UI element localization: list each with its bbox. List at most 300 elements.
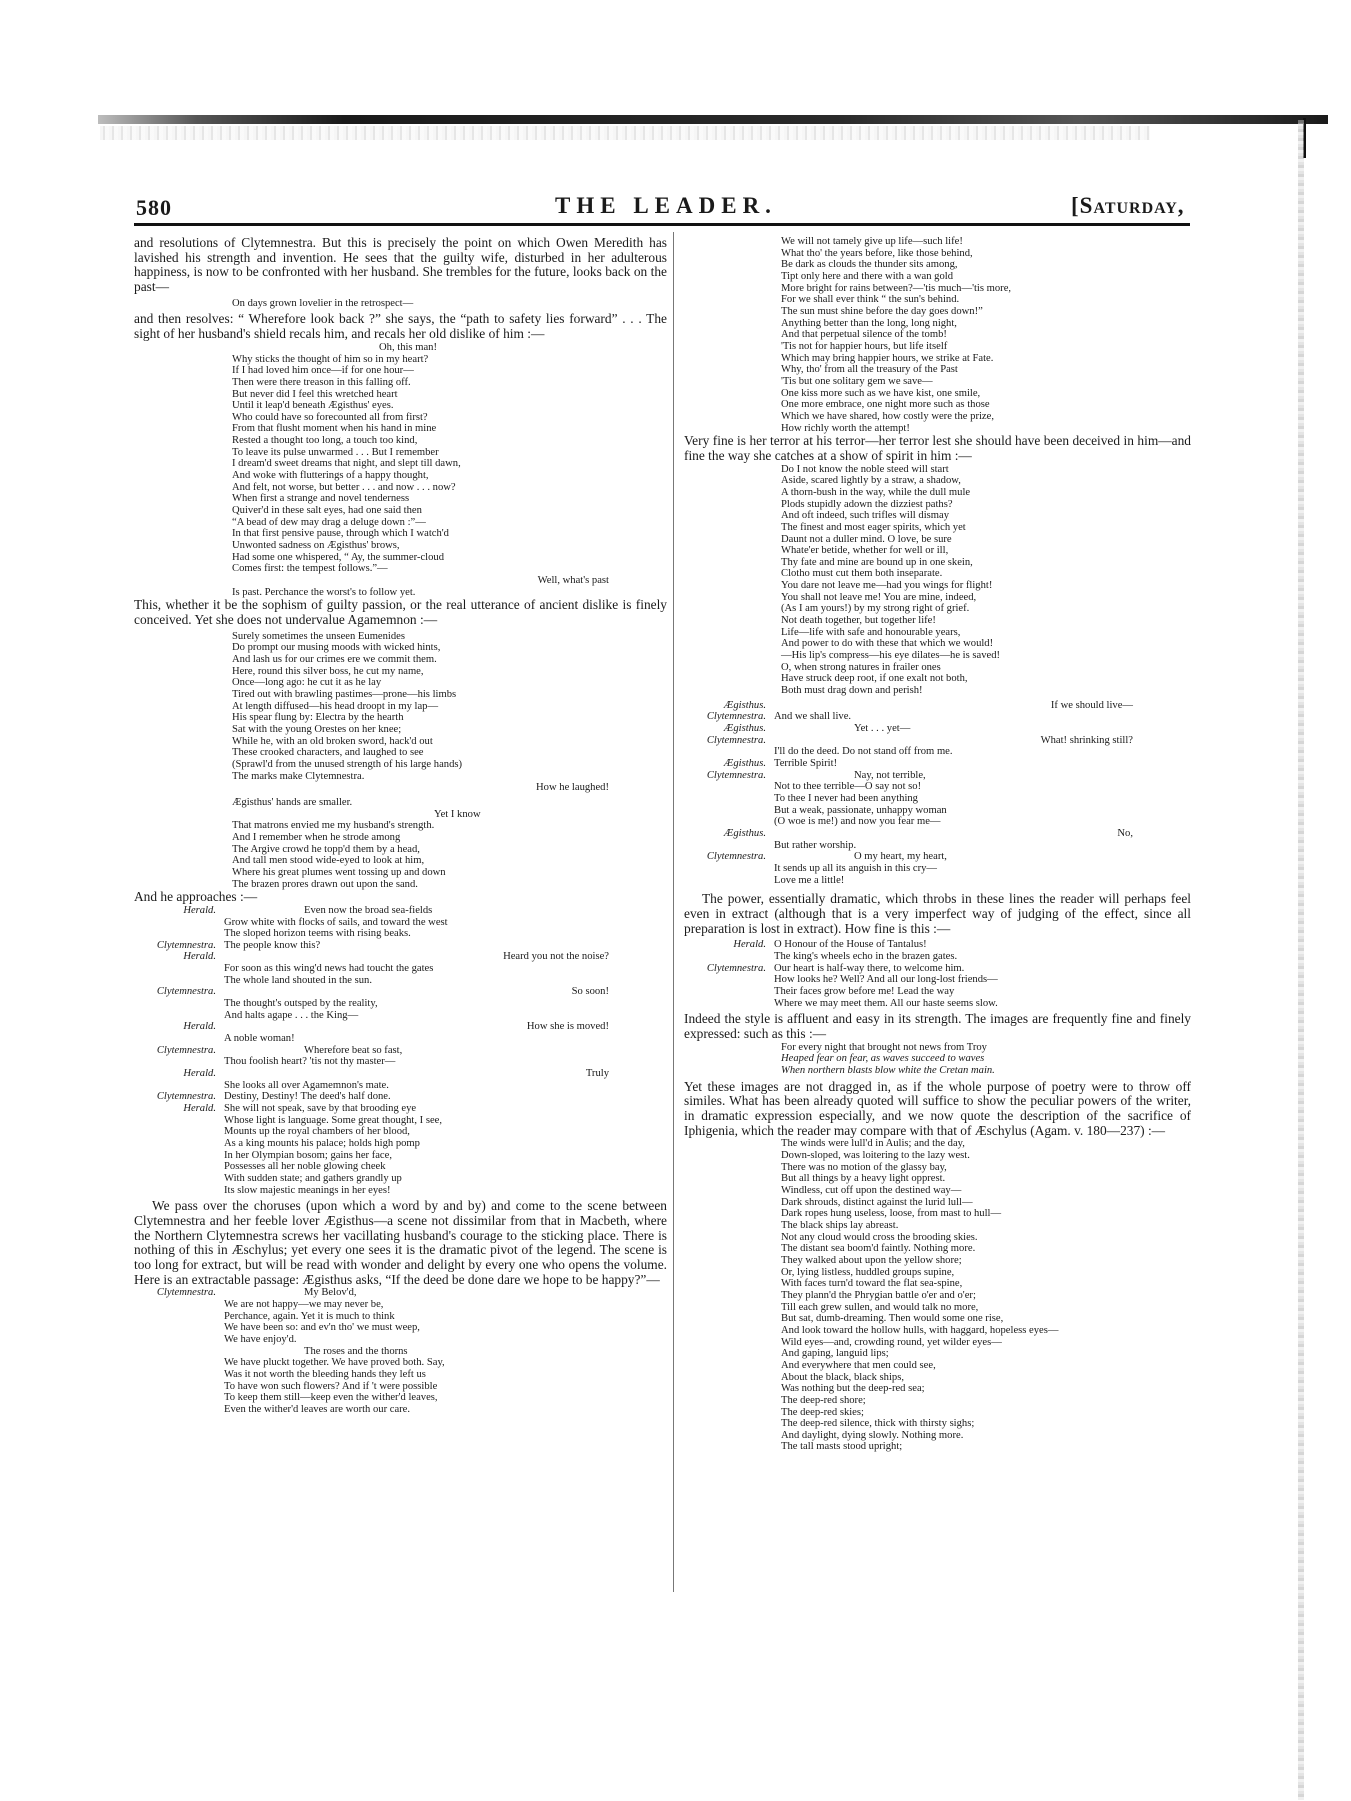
speaker-name: [134, 1404, 224, 1416]
speech-text: The whole land shouted in the sun.: [224, 974, 372, 986]
speech-text: Was it not worth the bleeding hands they left us: [224, 1369, 426, 1381]
verse-line: When first a strange and novel tenderness: [232, 493, 410, 505]
verse-line: And power to do with these that which we would!: [781, 638, 994, 650]
dialogue-line: [134, 1287, 667, 1299]
header-rule: [134, 223, 1190, 226]
speaker-name: [134, 998, 224, 1010]
speech-text: Where we may meet them. All our haste seems slow.: [774, 997, 998, 1009]
speech-text: (O woe is me!) and now you fear me—: [774, 816, 941, 828]
binding-edge: [1298, 120, 1304, 1800]
speech-text: Terrible Spirit!: [774, 757, 838, 769]
dialogue-line: [134, 1091, 667, 1103]
speech-text: Love me a little!: [774, 874, 845, 886]
speech-text: Mounts up the royal chambers of her blood,: [224, 1126, 410, 1138]
verse-line: At length diffused—his head droopt in my lap—: [232, 700, 439, 712]
speaker-name: [134, 1322, 224, 1334]
speaker-name: [134, 917, 224, 929]
verse-line: The finest and most eager spirits, which yet: [781, 521, 966, 533]
speech-text: The sloped horizon teems with rising beaks.: [224, 928, 411, 940]
left-column: [134, 236, 667, 1416]
dialogue-line: [684, 828, 1191, 840]
verse-line: Why, tho' from all the treasury of the Past: [781, 364, 958, 376]
dialogue-block: [134, 1287, 667, 1415]
verse-line: Do I not know the noble steed will start: [781, 463, 949, 475]
speech-text: Perchance, again. Yet it is much to think: [224, 1310, 395, 1322]
verse-line: About the black, black ships,: [781, 1371, 904, 1383]
verse-line: And I remember when he strode among: [232, 831, 401, 843]
speaker-name: Ægisthus.: [723, 757, 766, 769]
speaker-name: [134, 1357, 224, 1369]
speaker-name: [684, 951, 774, 963]
speech-text: The roses and the thorns: [304, 1345, 408, 1357]
verse-line: One kiss more such as we have kist, one smile,: [781, 387, 981, 399]
verse-line: What tho' the years before, like those behind,: [781, 247, 973, 259]
verse-line: (Sprawl'd from the unused strength of his large hands): [232, 758, 463, 770]
speech-text: She looks all over Agamemnon's mate.: [224, 1079, 389, 1091]
verse-line: Ægisthus' hands are smaller.: [232, 796, 353, 808]
speaker-name: [684, 816, 774, 828]
dialogue-line: [684, 840, 1191, 852]
verse-block: [134, 354, 667, 575]
speech-text: Heard you not the noise?: [503, 951, 609, 963]
paragraph: Yet these images are not dragged in, as if the whole purpose of poetry were to throw off similes. What has been already quoted will suffice to show the peculiar powers of the writer, in dramatic expression especially, and we now quote the description of the sacrifice of Iphigenia, which the reader may compare with that of Æschylus (Agam. v. 180—237) :—: [684, 1078, 1191, 1138]
speaker-name: Ægisthus.: [723, 723, 766, 734]
verse-block: [684, 464, 1191, 697]
speech-text: Thou foolish heart? 'tis not thy master—: [224, 1056, 396, 1068]
verse-line: Be dark as clouds the thunder sits among,: [781, 259, 958, 271]
paragraph: This, whether it be the sophism of guilty passion, or the real utterance of ancient dislike is finely conceived. Yet she does not undervalue Agamemnon :—: [134, 597, 667, 628]
verse-line: There was no motion of the glassy bay,: [781, 1161, 947, 1173]
dialogue-line: [134, 1021, 667, 1033]
page-number: 580: [136, 195, 172, 220]
dialogue-line: [134, 1404, 667, 1416]
dialogue-line: [684, 816, 1191, 828]
speech-text: Yet . . . yet—: [854, 723, 911, 734]
verse-line: I dream'd sweet dreams that night, and slept till dawn,: [232, 458, 461, 470]
verse-line: Quiver'd in these salt eyes, had one said then: [232, 505, 422, 517]
dialogue-line: [134, 951, 667, 963]
speech-text: What! shrinking still?: [1040, 734, 1133, 746]
speaker-name: Herald.: [183, 1021, 216, 1033]
verse-line: And oft indeed, such trifles will dismay: [781, 510, 949, 522]
speaker-name: [684, 746, 774, 758]
verse-line: Tired out with brawling pastimes—prone—his limbs: [232, 689, 457, 700]
dialogue-line: [684, 998, 1191, 1010]
verse-line: Aside, scared lightly by a straw, a shadow,: [781, 475, 961, 487]
speech-text: If we should live—: [1050, 699, 1133, 711]
verse-line: Life—life with safe and honourable years,: [781, 626, 961, 638]
dialogue-line: [134, 986, 667, 998]
date-heading: [Saturday,: [1071, 193, 1185, 218]
paragraph: And he approaches :—: [134, 889, 258, 905]
dialogue-line: [134, 1033, 667, 1045]
speech-text: We have enjoy'd.: [224, 1334, 297, 1346]
speech-text: It sends up all its anguish in this cry—: [774, 862, 938, 874]
verse-line: Down-sloped, was loitering to the lazy west.: [781, 1150, 970, 1162]
verse-line: And look toward the hollow hulls, with haggard, hopeless eyes—: [781, 1324, 1059, 1336]
verse-line: How he laughed!: [536, 782, 609, 794]
dialogue-line: [134, 1173, 667, 1185]
speaker-name: [134, 1334, 224, 1346]
verse-line: Comes first: the tempest follows.”—: [232, 563, 388, 575]
verse-line: But never did I feel this wretched heart: [232, 388, 398, 400]
dialogue-line: [134, 1126, 667, 1138]
dialogue-line: [684, 723, 1191, 735]
speech-text: And halts agape . . . the King—: [224, 1009, 359, 1021]
speech-text: And we shall live.: [774, 711, 852, 723]
verse-line: And that perpetual silence of the tomb!: [781, 329, 947, 341]
dialogue-line: [134, 1115, 667, 1127]
speech-text: Its slow majestic meanings in her eyes!: [224, 1184, 391, 1196]
verse-line: And tall men stood wide-eyed to look at him,: [232, 855, 425, 867]
verse-line: Surely sometimes the unseen Eumenides: [232, 630, 405, 642]
speech-text: To keep them still—keep even the wither'd leaves,: [224, 1392, 438, 1404]
verse-line: Why sticks the thought of him so in my heart?: [232, 353, 429, 365]
speech-text: We have been so: and ev'n tho' we must weep,: [224, 1322, 420, 1334]
dialogue-line: [684, 986, 1191, 998]
speech-text: I'll do the deed. Do not stand off from me.: [774, 746, 953, 758]
speaker-name: [134, 1346, 224, 1358]
speaker-name: Clytemnestra.: [706, 734, 766, 746]
verse-line: Rested a thought too long, a touch too kind,: [232, 435, 418, 447]
dialogue-line: [134, 1334, 667, 1346]
dialogue-line: [134, 1322, 667, 1334]
speaker-name: Ægisthus.: [723, 827, 766, 839]
verse-line: And lash us for our crimes ere we commit them.: [232, 654, 437, 666]
verse-line: 'Tis not for happier hours, but life itself: [781, 340, 948, 352]
verse-line: (As I am yours!) by my strong right of grief.: [781, 603, 970, 615]
speech-text: O my heart, my heart,: [854, 851, 947, 863]
dialogue-line: [134, 1381, 667, 1393]
verse-line: The black ships lay abreast.: [781, 1220, 899, 1232]
newspaper-title: THE LEADER.: [555, 193, 777, 218]
speaker-name: [684, 863, 774, 875]
verse-line: They plann'd the Phrygian battle o'er and o'er;: [781, 1289, 976, 1301]
speaker-name: Clytemnestra.: [156, 1044, 216, 1056]
verse-line: 'Tis but one solitary gem we save—: [781, 375, 933, 387]
speaker-name: [134, 1033, 224, 1045]
speaker-name: [684, 840, 774, 852]
speech-text: Whose light is language. Some great thought, I see,: [224, 1114, 443, 1126]
dialogue-line: [134, 1103, 667, 1115]
speaker-name: [134, 1311, 224, 1323]
speaker-name: [684, 974, 774, 986]
dialogue-line: [684, 746, 1191, 758]
verse-line: And woke with flutterings of a happy thought,: [232, 470, 429, 482]
verse-line: Until it leap'd beneath Ægisthus' eyes.: [232, 400, 394, 412]
verse-line: And gaping, languid lips;: [781, 1348, 889, 1360]
speech-text: But a weak, passionate, unhappy woman: [774, 804, 947, 816]
verse-line: From that flusht moment when his hand in mine: [232, 423, 437, 435]
verse-line: With faces turn'd toward the flat sea-spine,: [781, 1278, 963, 1290]
speaker-name: Herald.: [183, 951, 216, 963]
paragraph: and resolutions of Clytemnestra. But this is precisely the point on which Owen Meredith has lavished his strength and invention. He sees that the guilty wife, disturbed in her adulterous happiness, is now to be confronted with her husband. She trembles for the future, looks back on the past—: [134, 235, 667, 295]
verse-line: The distant sea boom'd faintly. Nothing more.: [781, 1243, 976, 1255]
verse-line: “A bead of dew may drag a deluge down :”—: [232, 516, 426, 528]
verse-line: Yet I know: [434, 808, 481, 820]
verse-line: Dark shrouds, distinct against the lurid lull—: [781, 1196, 973, 1208]
verse-block: [134, 631, 667, 783]
dialogue-line: [684, 711, 1191, 723]
speaker-name: [134, 1185, 224, 1197]
speaker-name: [134, 1173, 224, 1185]
verse-block: [684, 1138, 1191, 1453]
speech-text: But rather worship.: [774, 839, 857, 851]
verse-line: But all things by a heavy light opprest.: [781, 1173, 946, 1185]
verse-line: And everywhere that men could see,: [781, 1359, 936, 1371]
dialogue-line: [134, 963, 667, 975]
speaker-name: Clytemnestra.: [156, 986, 216, 998]
speech-text: So soon!: [571, 986, 609, 998]
speech-text: She will not speak, save by that brooding eye: [224, 1103, 417, 1115]
speaker-name: [134, 1056, 224, 1068]
speaker-name: [134, 975, 224, 987]
verse-line: For every night that brought not news from Troy: [781, 1041, 987, 1053]
speaker-name: [134, 963, 224, 975]
dialogue-line: [134, 975, 667, 987]
dialogue-line: [134, 1138, 667, 1150]
speech-text: With sudden state; and gathers grandly up: [224, 1172, 402, 1184]
speaker-name: Herald.: [183, 1068, 216, 1080]
verse-line: You dare not leave me—had you wings for flight!: [781, 580, 993, 592]
speaker-name: [134, 1392, 224, 1404]
verse-line: Which we have shared, how costly were the prize,: [781, 410, 994, 422]
speech-text: Possesses all her noble glowing cheek: [224, 1161, 386, 1173]
verse-line: Do prompt our musing moods with wicked hints,: [232, 642, 441, 654]
dialogue-line: [134, 1150, 667, 1162]
dialogue-line: [684, 939, 1191, 951]
verse-line: If I had loved him once—if for one hour—: [232, 365, 414, 377]
verse-line: The deep-red silence, thick with thirsty sighs;: [781, 1418, 975, 1430]
verse-line: Tipt only here and there with a wan gold: [781, 270, 954, 282]
verse-line: Then were there treason in this falling off.: [232, 376, 411, 388]
speaker-name: [134, 1080, 224, 1092]
dialogue-line: [134, 1161, 667, 1173]
paragraph: Very fine is her terror at his terror—her terror lest she should have been deceived in him—and fine the way she catches at a show of spirit in him :—: [684, 433, 1191, 463]
verse-line: When northern blasts blow white the Cretan main.: [781, 1064, 995, 1076]
dialogue-block: [684, 939, 1191, 1009]
speech-text: O Honour of the House of Tantalus!: [774, 939, 927, 951]
verse-line: Not death together, but together life!: [781, 615, 936, 627]
dialogue-line: [134, 1299, 667, 1311]
verse-block: [684, 1042, 1191, 1054]
verse-line: Oh, this man!: [379, 341, 437, 353]
verse-line: The marks make Clytemnestra.: [232, 770, 365, 782]
dialogue-line: [684, 963, 1191, 975]
speaker-name: [134, 1161, 224, 1173]
verse-line: Plods stupidly adown the dizziest paths?: [781, 498, 953, 510]
speaker-name: Clytemnestra.: [156, 939, 216, 951]
verse-line: The deep-red shore;: [781, 1394, 866, 1406]
speaker-name: [684, 793, 774, 805]
verse-line: O, when strong natures in frailer ones: [781, 661, 941, 673]
dialogue-line: [684, 805, 1191, 817]
speech-text: To have won such flowers? And if 't were possible: [224, 1380, 438, 1392]
verse-line: Unwonted sadness on Ægisthus' brows,: [232, 540, 400, 552]
speech-text: The people know this?: [224, 939, 321, 951]
dialogue-line: [134, 1045, 667, 1057]
speech-text: Wherefore beat so fast,: [304, 1044, 403, 1056]
verse-line: And felt, not worse, but better . . . and now . . . now?: [232, 481, 456, 493]
speech-text: As a king mounts his palace; holds high pomp: [224, 1137, 420, 1149]
verse-line: Where his great plumes went tossing up and down: [232, 866, 446, 878]
verse-line: The deep-red skies;: [781, 1406, 864, 1418]
speaker-name: [684, 986, 774, 998]
speaker-name: Herald.: [183, 1103, 216, 1115]
verse-line: That matrons envied me my husband's strength.: [232, 820, 435, 832]
speech-text: We have pluckt together. We have proved both. Say,: [224, 1357, 445, 1369]
speech-text: For soon as this wing'd news had toucht the gates: [224, 963, 434, 975]
verse-block: [684, 1053, 1191, 1076]
verse-line: Dark ropes hung useless, loose, from mast to hull—: [781, 1208, 1002, 1220]
dialogue-line: [134, 1056, 667, 1068]
speech-text: In her Olympian bosom; gains her face,: [224, 1149, 392, 1161]
verse-line: Which may bring happier hours, we strike at Fate.: [781, 352, 994, 364]
speech-text: Not to thee terrible—O say not so!: [774, 781, 922, 793]
verse-line: You shall not leave me! You are mine, indeed,: [781, 591, 977, 603]
verse-line: Here, round this silver boss, he cut my name,: [232, 665, 424, 677]
verse-line: Or, lying listless, huddled groups supine,: [781, 1266, 955, 1278]
speaker-name: [134, 1150, 224, 1162]
speaker-name: Clytemnestra.: [156, 1091, 216, 1103]
verse-line: The brazen prores drawn out upon the sand.: [232, 878, 418, 890]
verse-line: In that first pensive pause, through which I watch'd: [232, 528, 449, 540]
dialogue-line: [134, 1346, 667, 1358]
verse-block: [134, 820, 667, 890]
verse-line: The winds were lull'd in Aulis; and the day,: [781, 1138, 965, 1150]
dialogue-line: [134, 940, 667, 952]
column-divider: [673, 232, 674, 1592]
speaker-name: [684, 875, 774, 887]
verse-line: —His lip's compress—his eye dilates—he is saved!: [781, 650, 1001, 662]
speaker-name: [134, 1126, 224, 1138]
paragraph: and then resolves: “ Wherefore look back ?” she says, the “path to safety lies forward” . . . The sight of her husband's shield recals him, and recals her old dislike of him :—: [134, 311, 667, 342]
speech-text: We are not happy—we may never be,: [224, 1299, 384, 1311]
dialogue-line: [684, 974, 1191, 986]
speaker-name: [134, 1381, 224, 1393]
verse-line: For we shall ever think “ the sun's behind.: [781, 294, 960, 306]
speaker-name: Herald.: [183, 904, 216, 916]
verse-line: Whate'er betide, whether for well or ill,: [781, 545, 949, 557]
verse-line: The tall masts stood upright;: [781, 1441, 903, 1453]
speaker-name: [134, 1369, 224, 1381]
right-column: [684, 236, 1191, 1453]
verse-line: The Argive crowd he topp'd them by a head,: [232, 843, 420, 855]
verse-line: Wild eyes—and, crowding round, yet wilder eyes—: [781, 1336, 1002, 1348]
dialogue-block: [684, 700, 1191, 887]
speaker-name: [684, 781, 774, 793]
dialogue-line: [134, 1080, 667, 1092]
speaker-name: Clytemnestra.: [706, 962, 766, 974]
verse-line: While he, with an old broken sword, hack'd out: [232, 735, 433, 747]
paragraph: Indeed the style is affluent and easy in its strength. The images are frequently fine and finely expressed: such as this :—: [684, 1011, 1191, 1041]
verse-line: To leave its pulse unwarmed . . . But I remember: [232, 446, 439, 458]
verse-line: We will not tamely give up life—such life!: [781, 236, 963, 247]
verse-line: How richly worth the attempt!: [781, 422, 910, 434]
speaker-name: [134, 928, 224, 940]
dialogue-line: [684, 951, 1191, 963]
verse-line: Was nothing but the deep-red sea;: [781, 1383, 925, 1395]
verse-line: Heaped fear on fear, as waves succeed to waves: [781, 1053, 985, 1065]
dialogue-line: [684, 770, 1191, 782]
speaker-name: [684, 805, 774, 817]
verse-line: Once—long ago: he cut it as he lay: [232, 677, 382, 689]
verse-line: They walked about upon the yellow shore;: [781, 1254, 962, 1266]
speech-text: Even the wither'd leaves are worth our care.: [224, 1404, 411, 1416]
dialogue-line: [134, 1185, 667, 1197]
dialogue-line: [134, 1068, 667, 1080]
speaker-name: [134, 1299, 224, 1311]
dialogue-line: [684, 851, 1191, 863]
dialogue-line: [134, 1369, 667, 1381]
verse-line: On days grown lovelier in the retrospect—: [232, 297, 414, 309]
speech-text: A noble woman!: [224, 1033, 295, 1045]
dialogue-line: [684, 781, 1191, 793]
verse-line: Clotho must cut them both inseparate.: [781, 568, 943, 580]
dialogue-line: [134, 905, 667, 917]
speech-text: Our heart is half-way there, to welcome him.: [774, 962, 965, 974]
speaker-name: [134, 1138, 224, 1150]
verse-block: [684, 236, 1191, 434]
dialogue-line: [134, 1357, 667, 1369]
speech-text: To thee I never had been anything: [774, 792, 918, 804]
paragraph: We pass over the choruses (upon which a word by and by) and come to the scene between Clytemnestra and her feeble lover Ægisthus—a scene not dissimilar from that in Macbeth, where the Northern Clytemnestra screws her vacillating husband's courage to the sticking place. There is nothing of this in Æschylus; yet every one sees it is the dramatic pivot of the legend. The scene is too long for extract, but will be read with wonder and delight by every one who opens the volume. Here is an extractable passage: Ægisthus asks, “If the deed be done dare we hope to be happy?”—: [134, 1198, 667, 1287]
speech-text: No,: [1117, 827, 1133, 839]
speech-text: Nay, not terrible,: [854, 769, 926, 781]
dialogue-line: [684, 793, 1191, 805]
speaker-name: Clytemnestra.: [156, 1287, 216, 1299]
verse-line: Anything better than the long, long night,: [781, 317, 957, 329]
verse-line: But sat, dumb-dreaming. Then would some one rise,: [781, 1313, 1004, 1325]
top-border-texture: [100, 126, 1150, 140]
verse-line: Thy fate and mine are bound up in one skein,: [781, 556, 973, 568]
speech-text: My Belov'd,: [304, 1287, 357, 1299]
dialogue-line: [684, 875, 1191, 887]
speech-text: Destiny, Destiny! The deed's half done.: [224, 1091, 391, 1103]
verse-line: Daunt not a duller mind. O love, be sure: [781, 533, 952, 545]
speech-text: The thought's outsped by the reality,: [224, 998, 378, 1010]
speech-text: How looks he? Well? And all our long-lost friends—: [774, 974, 998, 986]
speaker-name: Clytemnestra.: [706, 769, 766, 781]
verse-line: A thorn-bush in the way, while the dull mule: [781, 486, 971, 498]
verse-line: More bright for rains between?—'tis much—'tis more,: [781, 282, 1012, 294]
speech-text: Grow white with flocks of sails, and toward the west: [224, 916, 448, 928]
verse-line: The sun must shine before the day goes down!”: [781, 305, 983, 317]
speech-text: The king's wheels echo in the brazen gates.: [774, 950, 958, 962]
dialogue-line: [134, 1311, 667, 1323]
dialogue-line: [134, 917, 667, 929]
paragraph: The power, essentially dramatic, which throbs in these lines the reader will perhaps feel even in extract (although that is a very imperfect way of judging of the effect, since all preparation is lost in extract). How fine is this :—: [684, 891, 1191, 936]
verse-line: One more embrace, one night more such as those: [781, 399, 990, 411]
verse-line: Well, what's past: [537, 575, 609, 586]
speech-text: Their faces grow before me! Lead the way: [774, 985, 955, 997]
verse-line: Sat with the young Orestes on her knee;: [232, 723, 402, 735]
dialogue-block: [134, 905, 667, 1196]
speaker-name: Clytemnestra.: [706, 711, 766, 723]
speaker-name: Ægisthus.: [723, 699, 766, 711]
verse-block: [134, 298, 667, 310]
dialogue-line: [134, 1392, 667, 1404]
verse-line: Who could have so forecounted all from first?: [232, 411, 428, 423]
verse-line: His spear flung by: Electra by the hearth: [232, 712, 404, 724]
speaker-name: [134, 1115, 224, 1127]
verse-line: Windless, cut off upon the destined way—: [781, 1185, 962, 1197]
speaker-name: Herald.: [733, 939, 766, 951]
speech-text: Truly: [585, 1068, 609, 1080]
speech-text: Even now the broad sea-fields: [304, 904, 433, 916]
dialogue-line: [684, 735, 1191, 747]
verse-line: And daylight, dying slowly. Nothing more.: [781, 1429, 964, 1441]
